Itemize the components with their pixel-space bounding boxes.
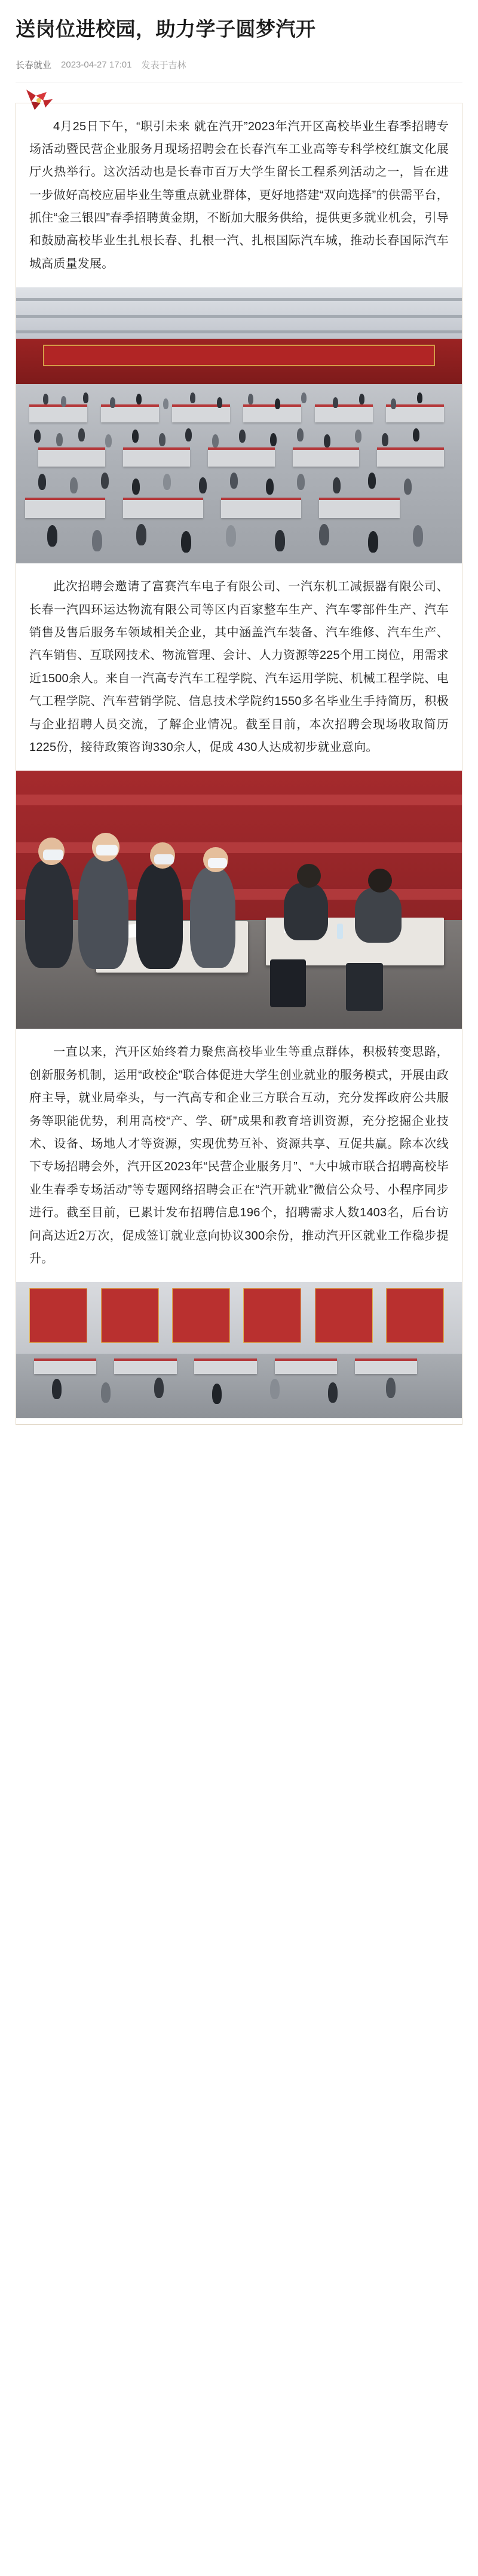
paragraph-3: 一直以来，汽开区始终着力聚焦高校毕业生等重点群体，积极转变思路，创新服务机制，运用“政校企”联合体促进大学生创业就业的服务模式，开展由政府主导，就业局牵头，与一汽高专和企业三方联合互动，充分发挥政府公共服务等职能优势，利用高校“产、学、研”成果和教育培训资源，充分挖掘企业技术、设备、场地人才等资源，实现优势互补、资源共享、互促共赢。除本次线下专场招聘会外，汽开区2023年“民营企业服务月”、“大中城市联合招聘高校毕业生春季专场活动”等专题网络招聘会正在“汽开就业”微信公众号、小程序同步进行。截至目前，已累计发布招聘信息196个，招聘需求人数1403名，后台访问高达近2万次，促成签订就业意向协议300余份，推动汽开区就业工作稳步提升。: [29, 1045, 449, 1265]
paragraph-1: 4月25日下午，“职引未来 就在汽开”2023年汽开区高校毕业生春季招聘专场活动暨民营企业服务月现场招聘会在长春汽车工业高等专科学校红旗文化展厅火热举行。这次活动也是长春市百万大学生留长工程系列活动之一，旨在进一步做好高校应届毕业生等重点就业群体，更好地搭建“双向选择”的供需平台，抓住“金三银四”春季招聘黄金期，不断加大服务供给，提供更多就业机会，引导和鼓励高校毕业生扎根长春、扎根一汽、扎根国际汽车城，推动长春国际汽车城高质量发展。: [29, 119, 449, 271]
job-fair-hall-overview-photo: [16, 287, 462, 563]
article-location: 发表于吉林: [141, 60, 186, 70]
article-source[interactable]: 长春就业: [16, 60, 52, 70]
paragraph-2: 此次招聘会邀请了富赛汽车电子有限公司、一汽东机工减振器有限公司、长春一汽四环运达物流有限公司等区内百家整车生产、汽车零部件生产、汽车销售及售后服务车领域相关企业，其中涵盖汽车装备、汽车维修、汽车生产、汽车销售、互联网技术、物流管理、会计、人力资源等225个用工岗位，用需求近1500余人。来自一汽高专汽车工程学院、汽车运用学院、机械工程学院、电气工程学院、汽车营销学院、信息技术学院约1550多名毕业生手持简历，积极与企业招聘人员交流，了解企业情况。截至目前，本次招聘会现场收取简历1225份，接待政策咨询330余人，促成 430人达成初步就业意向。: [29, 580, 449, 754]
article-body: [16, 82, 462, 1425]
article-header: [0, 0, 478, 82]
article-bottom-spacer: [16, 1418, 462, 1424]
interview-tables-front-row-photo: [16, 771, 462, 1029]
article-frame: [16, 103, 462, 1425]
booth-row-banners-photo: [16, 1282, 462, 1418]
article-meta: [16, 59, 462, 82]
article-datetime: 2023-04-27 17:01: [61, 59, 132, 70]
page-title: 送岗位进校园，助力学子圆梦汽开: [16, 18, 316, 40]
